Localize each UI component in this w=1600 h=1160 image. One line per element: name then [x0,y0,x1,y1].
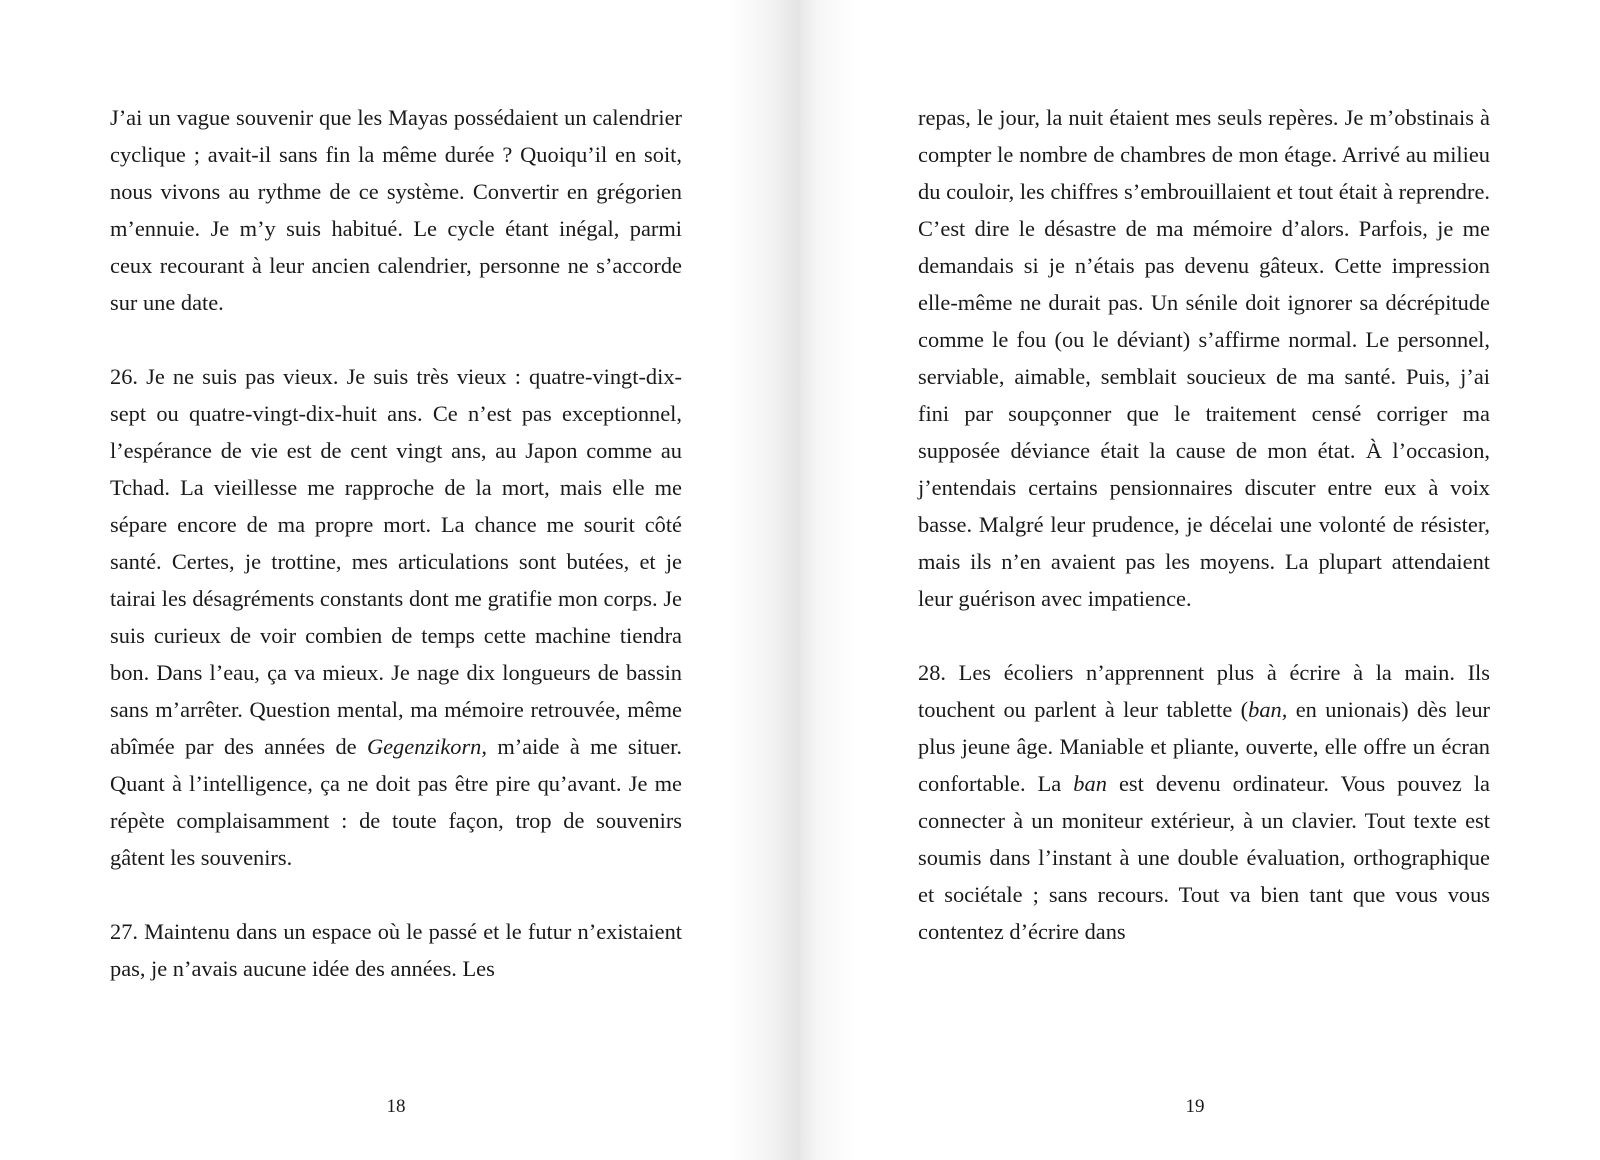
right-page-body [918,99,1490,950]
italic-term: ban, [1248,697,1288,722]
text-run: 26. Je ne suis pas vieux. Je suis très vieux : quatre-vingt-dix-sept ou quatre-vingt-dix-huit ans. Ce n’est pas exceptionnel, l’espérance de vie est de cent vingt ans, au Japon comme au Tchad. La vieillesse me rapproche de la mort, mais elle me sépare encore de ma propre mort. La chance me sourit côté santé. Certes, je trottine, mes articulations sont butées, et je tairai les désagréments constants dont me gratifie mon corps. Je suis curieux de voir combien de temps cette machine tiendra bon. Dans l’eau, ça va mieux. Je nage dix longueurs de bassin sans m’arrêter. Question mental, ma mémoire retrouvée, même abîmée par des années de [110,364,682,759]
page-number: 19 [1185,1096,1205,1117]
left-page-body [110,99,682,987]
page-number: 18 [386,1096,406,1117]
text-run: 28. Les écoliers n’apprennent plus à écrire à la main. Ils touchent ou parlent à leur tablette ( [918,660,1490,722]
text-run: en unionais) dès leur plus jeune âge. Maniable et pliante, ouverte, elle offre un écran confortable. La [918,697,1491,796]
paragraph-26 [110,358,682,876]
italic-term: ban [1073,771,1107,796]
text-run: repas, le jour, la nuit étaient mes seuls repères. Je m’obstinais à compter le nombre de chambres de mon étage. Arrivé au milieu du couloir, les chiffres s’embrouillaient et tout était à reprendre. C’est dire le désastre de ma mémoire d’alors. Parfois, je me demandais si je n’étais pas devenu gâteux. Cette impression elle-même ne durait pas. Un sénile doit ignorer sa décrépitude comme le fou (ou le déviant) s’affirme normal. Le personnel, serviable, aimable, semblait soucieux de ma santé. Puis, j’ai fini par soupçonner que le traitement censé corriger ma supposée déviance était la cause de mon état. À l’occasion, j’entendais certains pensionnaires discuter entre eux à voix basse. Malgré leur prudence, je décelai une volonté de résister, mais ils n’en avaient pas les moyens. La plupart attendaient leur guérison avec impatience. [918,105,1490,611]
right-page [800,0,1600,1160]
paragraph-calendar [110,99,682,321]
paragraph-28 [918,654,1490,950]
paragraph-27 [110,913,682,987]
text-run: est devenu ordinateur. Vous pouvez la connecter à un moniteur extérieur, à un clavier. Tout texte est soumis dans l’instant à une double évaluation, orthographique et sociétale ; sans recours. Tout va bien tant que vous vous contentez d’écrire dans [918,771,1490,944]
text-run: J’ai un vague souvenir que les Mayas possédaient un calendrier cyclique ; avait-il sans fin la même durée ? Quoiqu’il en soit, nous vivons au rythme de ce système. Convertir en grégorien m’ennuie. Je m’y suis habitué. Le cycle étant inégal, parmi ceux recourant à leur ancien calendrier, personne ne s’accorde sur une date. [110,105,682,315]
paragraph-27-continued [918,99,1490,617]
italic-term: Gegenzikorn, [366,734,487,759]
text-run: 27. Maintenu dans un espace où le passé et le futur n’existaient pas, je n’avais aucune idée des années. Les [110,919,682,981]
text-run: m’aide à me situer. Quant à l’intelligence, ça ne doit pas être pire qu’avant. Je me répète complaisamment : de toute façon, trop de souvenirs gâtent les souvenirs. [110,734,682,870]
